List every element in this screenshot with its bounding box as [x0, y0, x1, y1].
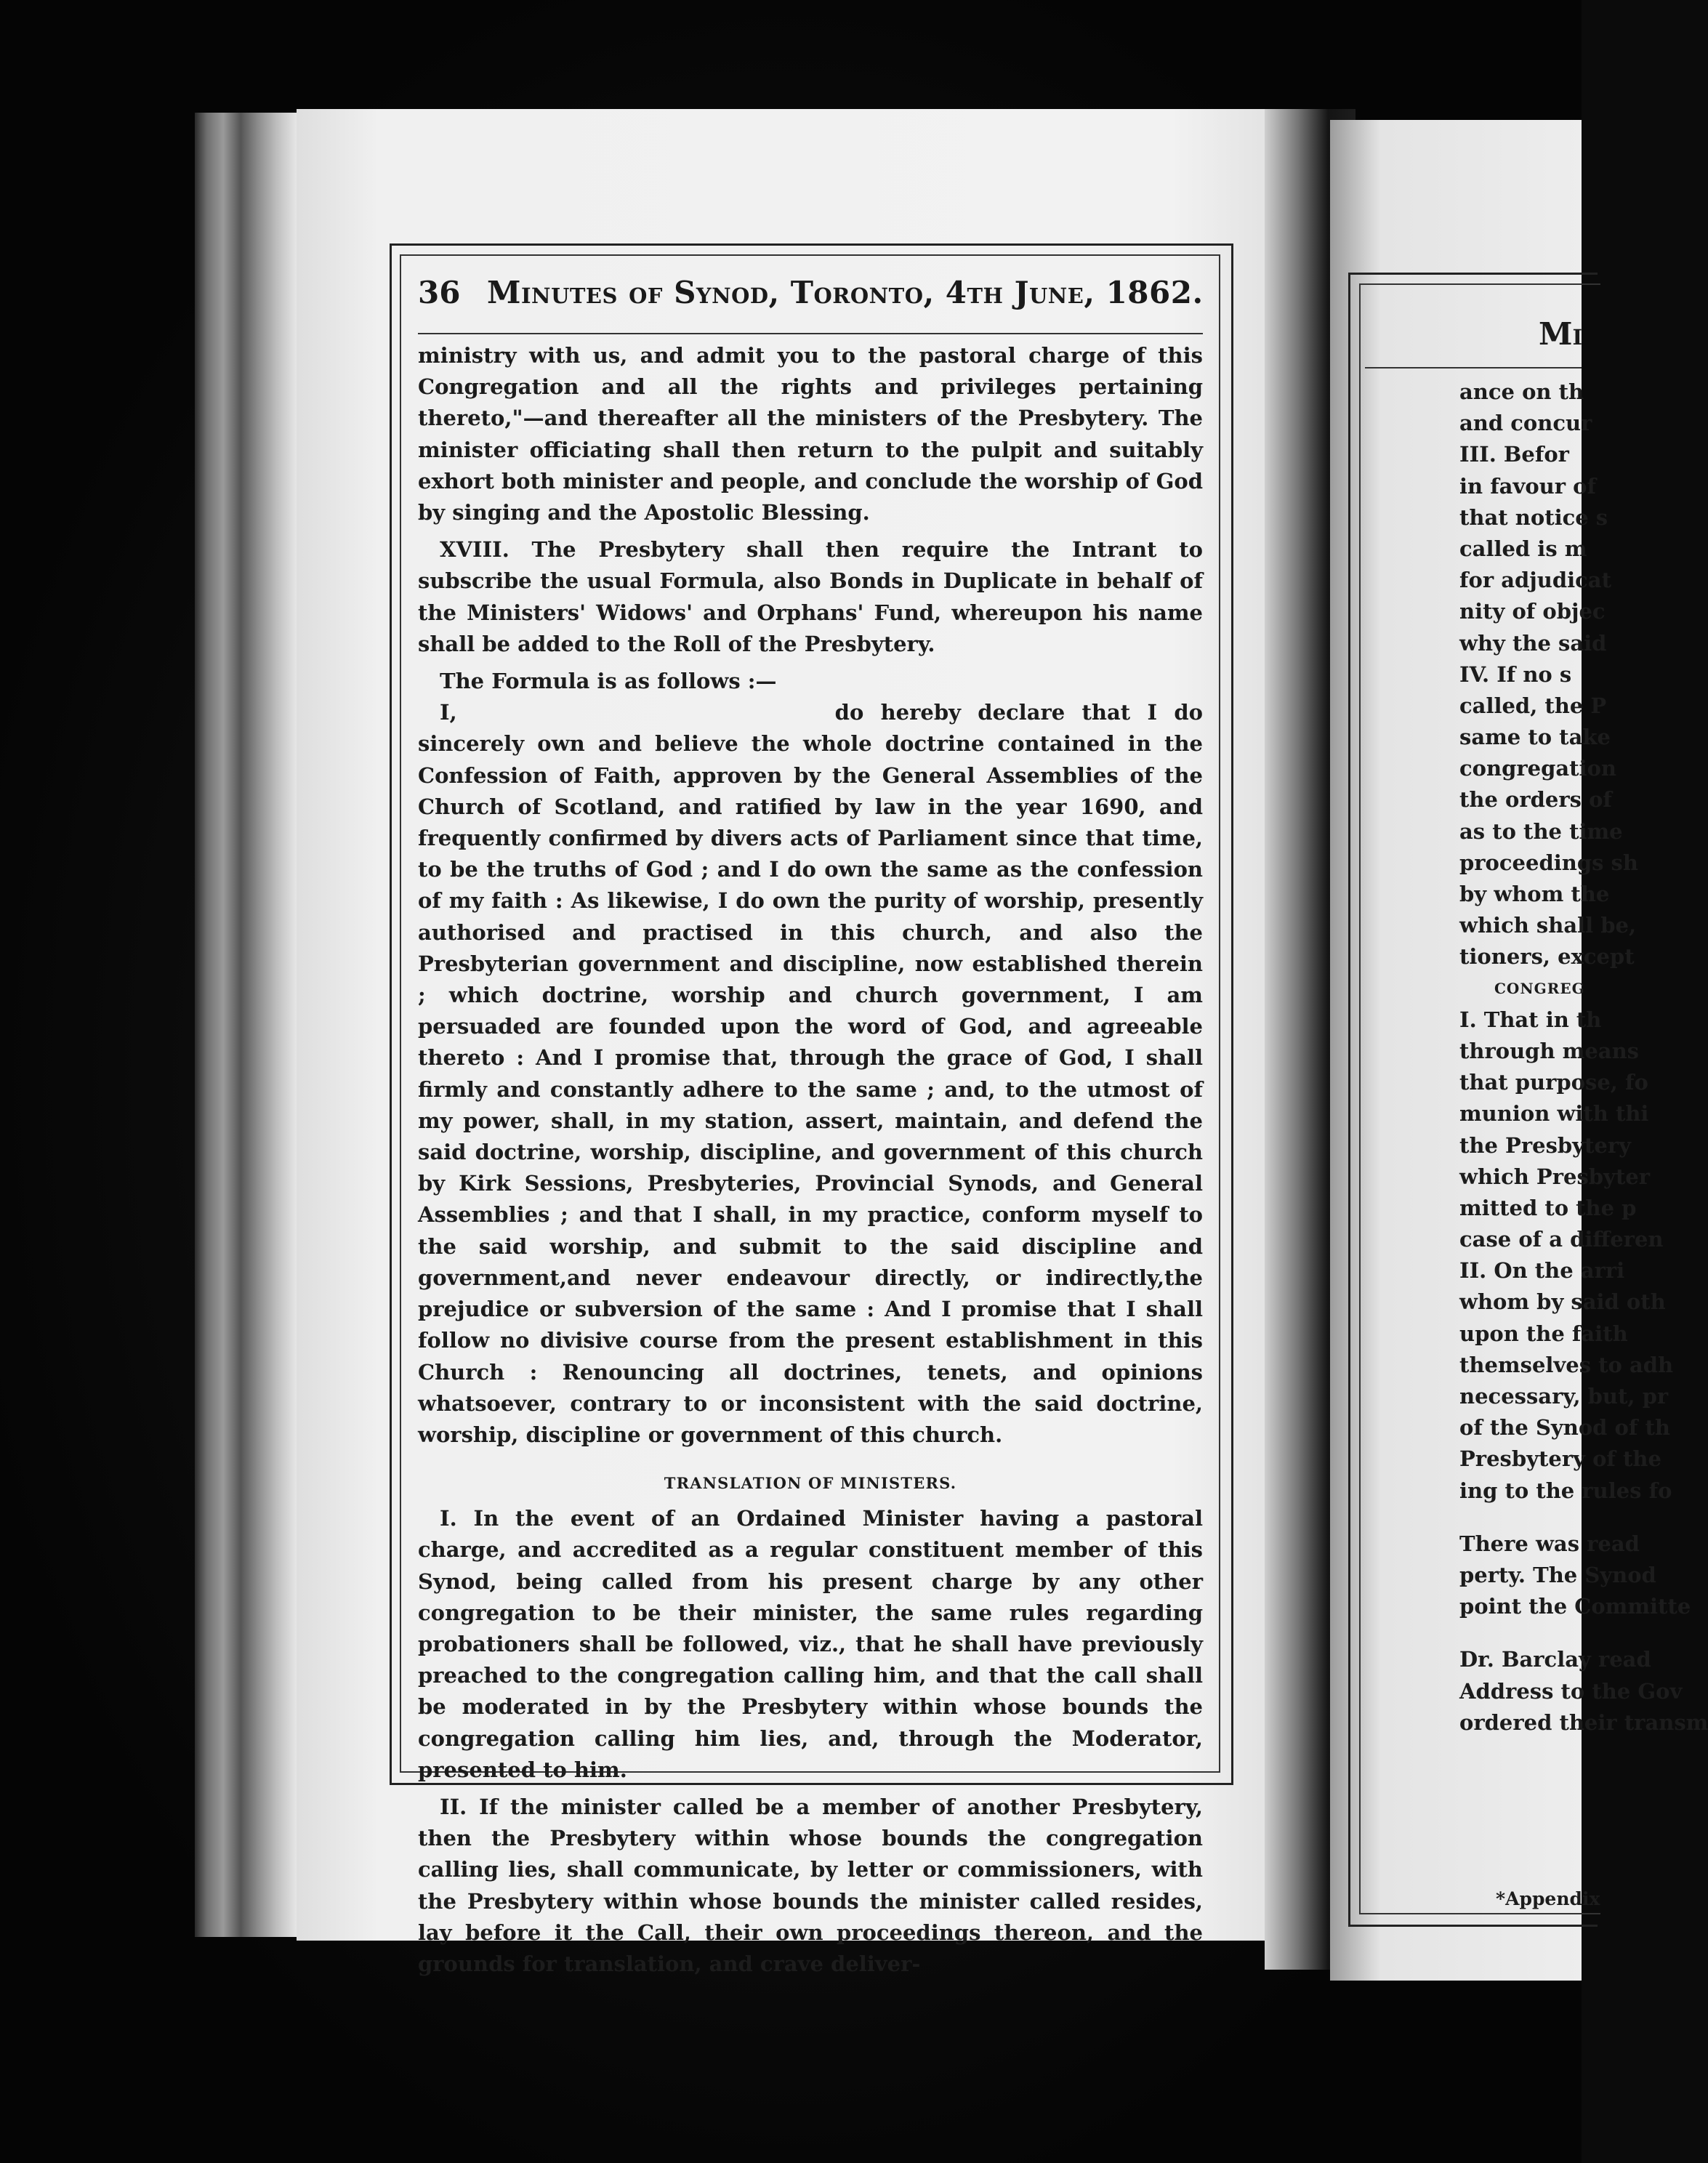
right-page-line: necessary, but, pr — [1459, 1384, 1669, 1409]
right-header-rule — [1365, 367, 1582, 368]
header-rule — [418, 333, 1203, 334]
right-page-line: There was read — [1459, 1531, 1640, 1556]
right-page-line: mitted to the p — [1459, 1195, 1637, 1220]
right-page-line: point the Committe — [1459, 1594, 1691, 1619]
right-page-line — [1459, 1507, 1582, 1528]
right-page-line: that purpose, fo — [1459, 1070, 1648, 1095]
right-page-line: ordered their transm — [1459, 1709, 1708, 1735]
right-page-line: ing to the rules fo — [1459, 1478, 1672, 1503]
right-page-line: II. On the arri — [1459, 1258, 1625, 1284]
right-page-line: Address to the Gov — [1459, 1678, 1683, 1704]
right-page-line: IV. If no s — [1459, 661, 1572, 687]
right-page-line: called is m — [1459, 536, 1587, 561]
translation-rule-2: II. If the minister called be a member of another Presbytery, then the Presbytery within whose bounds the congregation calling lies, shall communicate, by letter or commissioners, with the Presbytery within whose bounds the minister called resides, lay before it the Call, their own proceedings thereon, and the grounds for translation, and crave deliver- — [418, 1794, 1203, 1976]
formula-text: do hereby declare that I do sincerely own and believe the whole doctrine contained in the Confession of Faith, approven by the General Assemblies of the Church of Scotland, and ratified by law in the year 1690, and frequently confirmed by divers acts of Parliament since that time, to be the truths of God ; and I do own the same as the confession of my faith : As likewise, I do own the purity of worship, presently authorised and practised in this church, and also the Presbyterian government and discipline, now established therein ; which doctrine, worship and church government, I am persuaded are founded upon the word of God, and agreeable thereto : And I promise that, through the grace of God, I shall firmly and constantly adhere to the same ; and, to the utmost of my power, shall, in my station, assert, maintain, and defend the said doctrine, worship, discipline, and government of this church by Kirk Sessions, Presbyteries, Provincial Synods, and General Assemblies ; and that I shall, in my practice, conform myself to the said worship, and submit to the said discipline and government,and never endeavour directly, or indirectly,the prejudice or subversion of the same : And I promise that I shall follow no divisive course from the present establishment in this Church : Renouncing all doctrines, tenets, and opinions whatsoever, contrary to or inconsistent with the said doctrine, worship, discipline or government of this church. — [418, 700, 1203, 1447]
translation-rule-1: I. In the event of an Ordained Minister having a pastoral charge, and accredited as a regular constituent member of this Synod, being called from his present charge by any other congregation to be their minister, the same rules regarding probationers shall be followed, viz., that he shall have previously preached to the congregation calling him, and that the call shall be moderated in by the Presbytery within whose bounds the congregation calling him lies, and, through the Moderator, presented to him. — [418, 1506, 1203, 1782]
book-edge — [195, 113, 297, 1937]
right-page-line: tioners, except — [1459, 944, 1635, 970]
right-page-line: same to take — [1459, 725, 1611, 750]
right-page-line: called, the P — [1459, 693, 1607, 718]
right-page-line: nity of objec — [1459, 599, 1606, 624]
right-page-line: proceedings sh — [1459, 850, 1638, 875]
right-page-line: why the said — [1459, 630, 1607, 656]
right-page-line: of the Synod of th — [1459, 1415, 1670, 1441]
page-body — [418, 340, 1203, 1980]
right-page-line: upon the faith — [1459, 1321, 1628, 1346]
right-page-line: for adjudicat — [1459, 568, 1611, 593]
right-page-line: which Presbyter — [1459, 1164, 1651, 1189]
right-page-line: I. That in th — [1459, 1007, 1602, 1032]
right-page-line: through means — [1459, 1038, 1639, 1063]
running-head: Minutes of Synod, Toronto, 4th June, 1862. — [487, 275, 1204, 310]
paragraph: ministry with us, and admit you to the pastoral charge of this Congregation and all the rights and privileges pertaining thereto,"—and thereafter all the ministers of the Presbytery. The minister officiating shall then return to the pulpit and suitably exhort both minister and people, and conclude the worship of God by singing and the Apostolic Blessing. — [418, 343, 1203, 525]
section-heading: TRANSLATION OF MINISTERS. — [664, 1474, 957, 1493]
right-page-line: which shall be, — [1459, 913, 1637, 938]
right-page-line: the Presbytery — [1459, 1132, 1631, 1158]
right-page-line: in favour of — [1459, 473, 1596, 499]
right-page-line — [1459, 1622, 1582, 1644]
right-page-line: by whom the — [1459, 882, 1610, 906]
page-number: 36 — [418, 275, 461, 310]
right-page-line: themselves to adh — [1459, 1352, 1674, 1377]
right-page-line: Dr. Barclay read — [1459, 1647, 1651, 1672]
right-page-line: perty. The Synod — [1459, 1562, 1656, 1587]
right-page-line: the orders of — [1459, 787, 1612, 813]
page-header — [418, 275, 1203, 326]
right-page-line: ance on th — [1459, 379, 1584, 404]
right-page-line: as to the time — [1459, 818, 1623, 844]
right-page-line: Presbytery of the — [1459, 1446, 1661, 1472]
right-page-line: that notice s — [1459, 504, 1608, 530]
formula-intro: The Formula is as follows :— — [440, 669, 777, 694]
right-page-line: munion with thi — [1459, 1101, 1649, 1127]
right-page-line: whom by said oth — [1459, 1289, 1666, 1315]
right-page-line: and concur — [1459, 411, 1592, 436]
right-page-line: III. Befor — [1459, 442, 1569, 467]
right-footnote: *Appendix — [1496, 1888, 1600, 1909]
right-page-text — [1459, 376, 1708, 1739]
right-page-line: congregation — [1459, 756, 1616, 781]
right-page-line: case of a differen — [1459, 1227, 1664, 1252]
right-page-line: CONGREG — [1494, 979, 1585, 997]
paragraph-xviii: XVIII. The Presbytery shall then require the Intrant to subscribe the usual Formula, also Bonds in Duplicate in behalf of the Ministers' Widows' and Orphans' Fund, whereupon his name shall be added to the Roll of the Presbytery. — [418, 537, 1203, 656]
formula-paragraph — [418, 697, 1203, 1451]
formula-i: I, — [440, 700, 457, 725]
right-running-head: Mi — [1539, 316, 1583, 352]
